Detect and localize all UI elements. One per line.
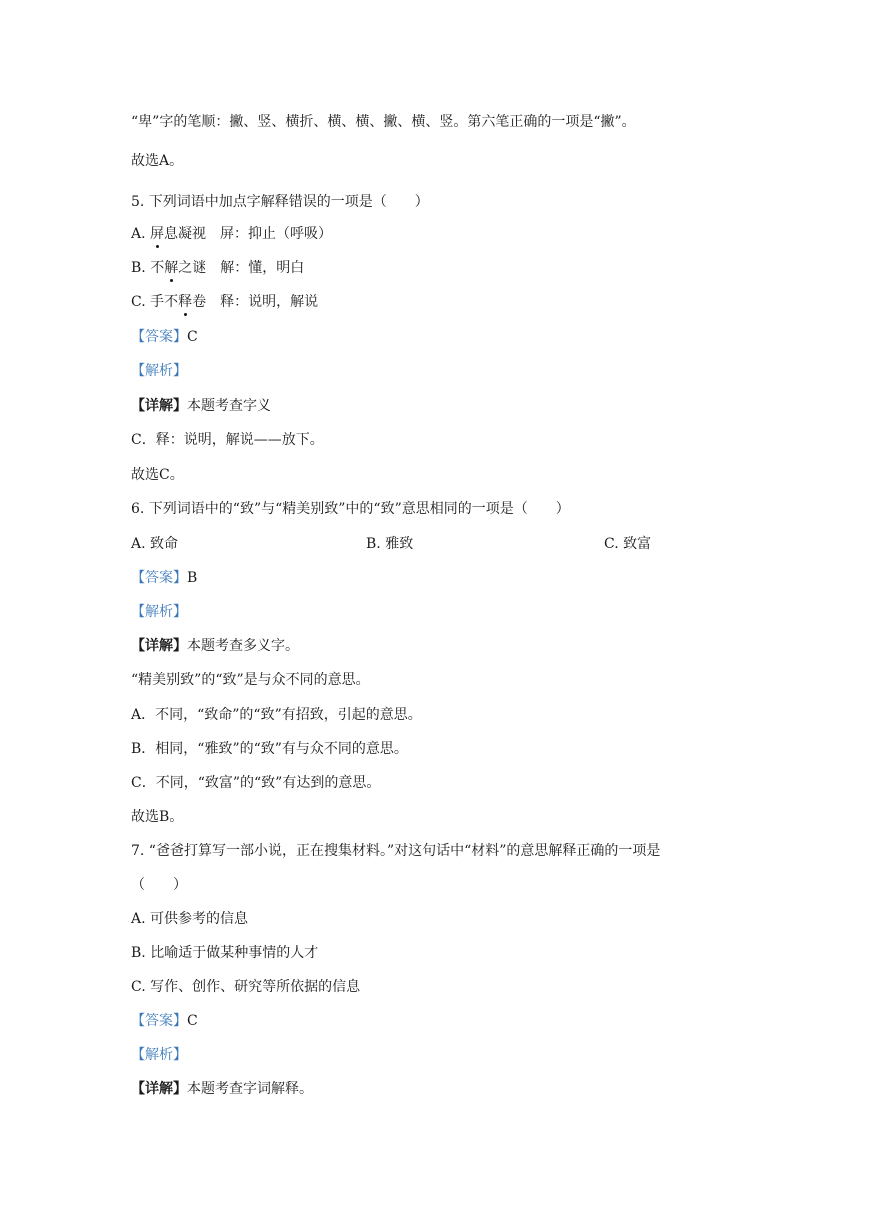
option-word-after: 之谜 <box>178 260 207 276</box>
q6-answer <box>131 568 197 588</box>
q6-option-b: B. 雅致 <box>366 536 414 552</box>
q6-analysis <box>131 602 187 622</box>
dotted-char: 释 <box>178 294 193 310</box>
q7-stem-line1: 7. “爸爸打算写一部小说，正在搜集材料。”对这句话中“材料”的意思解释正确的一项是 <box>131 843 661 859</box>
q5-explain-line: C．释：说明，解说——放下。 <box>131 432 324 448</box>
option-word-after: 息凝视 <box>164 226 207 242</box>
q6-choose: 故选B。 <box>131 809 184 825</box>
answer-tag: 【答案】 <box>131 329 187 345</box>
answer-tag: 【答案】 <box>131 1013 187 1029</box>
q6-stem: 6. 下列词语中的“致”与“精美别致”中的“致”意思相同的一项是（ ） <box>131 501 570 517</box>
analysis-tag: 【解析】 <box>131 604 187 620</box>
q5-option-b <box>131 258 304 278</box>
q7-option-b: B. 比喻适于做某种事情的人才 <box>131 945 319 961</box>
option-meaning: 解：懂，明白 <box>220 260 305 276</box>
answer-tag: 【答案】 <box>131 570 187 586</box>
q6-explain-line: C．不同，“致富”的“致”有达到的意思。 <box>131 775 381 791</box>
detail-text: 本题考查多义字。 <box>187 638 299 654</box>
q6-options <box>131 534 691 554</box>
q7-option-c: C. 写作、创作、研究等所依据的信息 <box>131 979 361 995</box>
detail-text: 本题考查字义 <box>187 398 271 414</box>
detail-tag: 【详解】 <box>131 1081 187 1097</box>
answer-value: B <box>187 570 198 586</box>
q5-detail <box>131 396 271 416</box>
q6-detail <box>131 636 299 656</box>
detail-tag: 【详解】 <box>131 398 187 414</box>
option-word-after: 卷 <box>192 294 207 310</box>
q7-detail <box>131 1079 313 1099</box>
q5-option-a <box>131 224 332 244</box>
option-meaning: 屏：抑止（呼吸） <box>220 226 333 242</box>
detail-tag: 【详解】 <box>131 638 187 654</box>
option-prefix: B. <box>131 260 151 276</box>
answer-value: C <box>187 329 198 345</box>
q7-analysis <box>131 1045 187 1065</box>
analysis-tag: 【解析】 <box>131 1047 187 1063</box>
option-prefix: C. <box>131 294 151 310</box>
dotted-char: 解 <box>164 260 179 276</box>
answer-value: C <box>187 1013 198 1029</box>
option-word-before: 手不 <box>150 294 179 310</box>
q6-option-a: A. 致命 <box>131 536 179 552</box>
q6-explain-line: “精美别致”的“致”是与众不同的意思。 <box>131 672 370 688</box>
q5-stem: 5. 下列词语中加点字解释错误的一项是（ ） <box>131 194 429 210</box>
option-word-before: 不 <box>150 260 165 276</box>
analysis-tag: 【解析】 <box>131 363 187 379</box>
q7-option-a: A. 可供参考的信息 <box>131 911 249 927</box>
stroke-order-line: “卑”字的笔顺：撇、竖、横折、横、横、撇、横、竖。第六笔正确的一项是“撇”。 <box>131 114 636 130</box>
q6-explain-line: B．相同，“雅致”的“致”有与众不同的意思。 <box>131 741 408 757</box>
option-prefix: A. <box>131 226 151 242</box>
q5-answer <box>131 327 198 347</box>
q6-explain-line: A．不同，“致命”的“致”有招致，引起的意思。 <box>131 707 422 723</box>
q5-option-c <box>131 292 318 312</box>
detail-text: 本题考查字词解释。 <box>187 1081 313 1097</box>
intro-choose-line: 故选A。 <box>131 153 184 169</box>
q5-choose: 故选C。 <box>131 467 184 483</box>
q5-analysis <box>131 361 187 381</box>
q6-option-c: C. 致富 <box>604 536 652 552</box>
q7-answer <box>131 1011 198 1031</box>
dotted-char: 屏 <box>150 226 165 242</box>
option-meaning: 释：说明，解说 <box>220 294 319 310</box>
q7-stem-line2: （ ） <box>131 877 187 893</box>
